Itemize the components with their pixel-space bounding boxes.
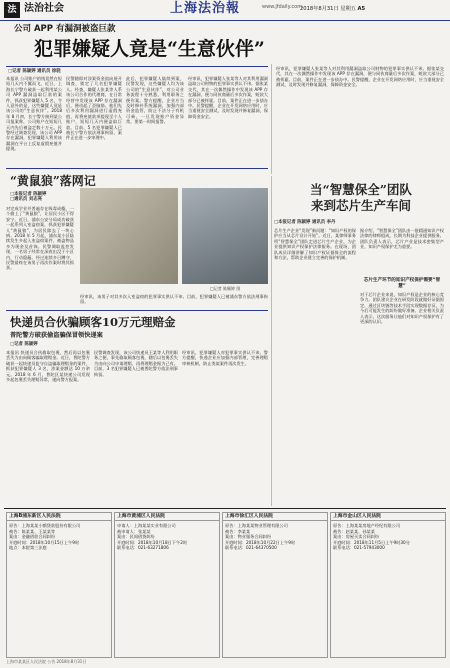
notices-top-rule <box>4 508 446 509</box>
story2-byline: □本报记者 陈颖婷 □通讯员 刘志亮 <box>10 192 47 203</box>
notice-4-title: 上海市金山区人民法院 <box>331 513 445 521</box>
paper-url: www.jfdaily.com <box>262 4 303 10</box>
story3-col-1: 芯片生产企业“发现”新问题：“知识产权的保护应当从芯片设计开始”。近日，某律师事务所“智慧保全”团队走进芯片生产企业，为企业提供知识产权保护法律服务。在现场，团队成员详细讲解了知识产权证据保全的流程和方法，帮助企业建立完善的保护机制。 <box>274 228 356 261</box>
notice-3-line: 被告：李某某 <box>225 528 251 534</box>
story2-top-rule <box>6 168 268 169</box>
notice-1-line: 开庭时间：2018年10月15日上午9时 <box>9 539 80 545</box>
story2-headline: “黄鼠狼”落网记 <box>10 174 96 188</box>
notice-2-line: 申请人：上海某某实业有限公司 <box>117 523 176 529</box>
lead-col-2: 民警随即对涉案资金流向展开调查，锁定了几名犯罪嫌疑人。经查，嫌疑人张某等人系该公司合作的代理商，在日常经营中发现该 APP 存在漏洞后，便动起了歪脑筋。他们先后多次利用漏洞进行虚假充值，再将充值款项提现至个人账户，短短几天内便盗取巨款。目前，5 名犯罪嫌疑人已被长宁警方依法刑事拘留，案件正在进一步审理中。 <box>66 76 122 141</box>
lead-rule <box>6 66 268 67</box>
notice-3-line: 案由：物业服务合同纠纷 <box>225 534 272 540</box>
notice-2-line: 开庭时间：2018年10月18日下午2时 <box>117 539 188 545</box>
notice-1 <box>6 512 112 658</box>
notice-3-line: 原告：上海某某物业管理有限公司 <box>225 523 288 529</box>
story4-subhead: 普陀警方破获偷盗骗保冒领快递案 <box>10 332 103 339</box>
story3-col-3: 对于芯片企业来说，知识产权是企业的核心竞争力。团队建议企业在研发阶段就做好证据固定，通过区块链等技术手段实现数据存证，为今后可能发生的纠纷做好准备。企业相关负责人表示，这次服务让他们对知识产权保护有了更深的认识。 <box>360 292 444 325</box>
notice-1-title: 上海B浦东新区人民法院 <box>7 513 111 521</box>
story4-headline: 快递员合伙骗顾客10万元理赔金 <box>10 315 176 329</box>
section-logo: 法 <box>4 2 20 18</box>
story4-right-rule <box>271 176 272 506</box>
notice-4-line: 案由：房屋买卖合同纠纷 <box>333 534 380 540</box>
story3-headline: 当“智慧保全”团队 来到芯片生产车间 <box>310 182 412 213</box>
notice-3-line: 联系电话：021-64370500 <box>225 545 277 551</box>
notice-2-line: 案由：民间借贷纠纷 <box>117 534 155 540</box>
notice-4 <box>330 512 446 658</box>
notice-4-line: 原告：上海某某房地产经纪有限公司 <box>333 523 401 529</box>
date-line: 2018年8月31日 星期五 A5 <box>300 6 366 12</box>
notice-1-line: 案由：金融借款合同纠纷 <box>9 534 56 540</box>
notice-2-line: 联系电话：021-63271806 <box>117 545 169 551</box>
lead-col-3: 此后，犯罪嫌疑人陆续到案，民警发现，这些嫌疑人均为该公司的“生意伙伴”，对公司业务流程十分熟悉，利用职务之便作案。警方提醒，企业应当及时修补系统漏洞，加强内部资金监管，防止不法分子有机可乘，一旦发现账户资金异常，要第一时间报警。 <box>126 76 184 125</box>
story2-photo <box>80 188 178 284</box>
notice-3-line: 开庭时间：2018年10月22日上午9时 <box>225 539 296 545</box>
section-title: 法治社会 <box>24 3 64 14</box>
story3-col-2: 据介绍，“智慧保全”团队由一批精通知识产权法律的律师组成，长期为科技企业提供服务。团队负责人表示，芯片产业是技术密集型产业，知识产权保护尤为重要。 <box>360 228 444 250</box>
story3-byline: □本报记者 陈颖婷 通讯员 李丹 <box>274 220 336 225</box>
lead-col-right: 经审讯，犯罪嫌疑人张某等人对其利用漏洞盗取公司财物的犯罪事实供认不讳。据张某交代，其在一次偶然操作中发现该 APP 存在漏洞，便与同伙商量后多次作案，赃款大部分已被挥霍。目前，案件正在进一步侦办中。民警提醒，企业在开发网络应用时，应当重视安全测试，及时发现并修复漏洞，保障资金安全。 <box>276 66 444 88</box>
story4-col-1: 本报讯 快递员合伙偷取包裹，然后再以包裹丢失为由向顾客骗取理赔金。近日，普陀警方破获一起快递员监守自盗骗取理赔金的案件，抓获犯罪嫌疑人 3 名，涉案金额达 10 万余元。2018 年 6 月，普陀区某快递公司发现多起包裹丢失理赔异常，遂向警方报案。 <box>6 350 90 383</box>
lead-col-4: 经审讯，犯罪嫌疑人张某等人对其利用漏洞盗取公司财物的犯罪事实供认不讳。据张某交代，其在一次偶然操作中发现该 APP 存在漏洞，便与同伙商量后多次作案，赃款大部分已被挥霍。目前，案件正在进一步侦办中。民警提醒，企业在开发网络应用时，应当重视安全测试，及时发现并修复漏洞，保障资金安全。 <box>188 76 268 119</box>
page-footer: 上海市某某区人民法院 公告 2018年8月31日 <box>6 659 87 664</box>
lead-col-1: 本报讯 公司账户的钱竟然在短短几天内不翼而飞，近日，上海长宁警方破获一起利用某公司 APP 漏洞盗取巨款的案件，抓获犯罪嫌疑人 5 名，令人意外的是，这些嫌疑人竟是该公司的“生意伙伴”。2018 年 8 月初，长宁警方接到某公司报案称，公司账户在短短几天内先后被盗走数十万元。民警经过调查发现，该公司 APP 存在漏洞，犯罪嫌疑人利用该漏洞在平台上反复虚假充值并提现。 <box>6 76 62 152</box>
story2-col-1: 对完成学业并普遍存在吸毒成瘾，一个偷上了“黄鼠狼”，让居民小区不得安宁。近日，浦东公安分局成功破获一起系列入室盗窃案，抓获犯罪嫌疑人“黄鼠狼”，为居民除去了一块心病。2018 年 5 月起，浦东某小区陆续发生多起入室盗窃案件，被盗物品多为现金及首饰。民警调取监控发现，一名男子经常在深夜出没于小区内，行动隐蔽。经过连续多日蹲守，民警最终在该男子再次作案时将其抓获。 <box>6 206 74 271</box>
lead-byline: □记者 陈颖婷 通讯员 徐骁 <box>8 69 61 74</box>
notice-3 <box>222 512 328 658</box>
lead-headline: 犯罪嫌疑人竟是“生意伙伴” <box>34 38 265 60</box>
notice-4-line: 开庭时间：2018年11月5日上午9时30分 <box>333 539 410 545</box>
notice-1-line: 原告：上海某某小额贷款股份有限公司 <box>9 523 81 529</box>
story2-photo-2 <box>182 188 268 284</box>
lead-right-rule <box>271 64 272 174</box>
notice-2-title: 上海市黄浦区人民法院 <box>115 513 219 521</box>
lead-kicker: 公司 APP 有漏洞被盗巨款 <box>14 24 116 34</box>
story2-col-2: 经审讯，该男子对其多次入室盗窃的犯罪事实供认不讳。目前，犯罪嫌疑人已被浦东警方依法刑事拘留。 <box>80 294 268 305</box>
notice-1-line: 地点：本院第三法庭 <box>9 545 47 551</box>
notice-3-title: 上海市徐汇区人民法院 <box>223 513 327 521</box>
notice-4-line: 联系电话：021-57943000 <box>333 545 385 551</box>
paper-name: 上海法治報 <box>170 1 241 16</box>
story4-top-rule <box>6 310 268 311</box>
notice-2-line: 被申请人：张某某 <box>117 528 151 534</box>
story4-col-3: 经审讯，犯罪嫌疑人对犯罪事实供认不讳。警方提醒，快递企业应加强内部管理，完善理赔审核机制，防止类似案件再次发生。 <box>182 350 268 366</box>
story2-caption: □记者 陈颖婷 图 <box>210 286 241 291</box>
notice-2 <box>114 512 220 658</box>
story4-byline: □记者 陈颖婷 <box>10 342 38 347</box>
story4-col-2: 民警调查发现，该公司快递员王某等人利用职务之便，事先偷取顾客包裹，随后以包裹丢失为由向公司申请理赔，再将理赔金据为己有。目前，3 名犯罪嫌疑人已被普陀警方依法刑事拘留。 <box>94 350 178 377</box>
notice-4-line: 被告：赵某某、孙某某 <box>333 528 375 534</box>
story3-subhead: 芯片生产环节的知识产权保护需要“智慧” <box>363 278 441 289</box>
notice-1-line: 被告：陈某某、王某某等 <box>9 528 56 534</box>
